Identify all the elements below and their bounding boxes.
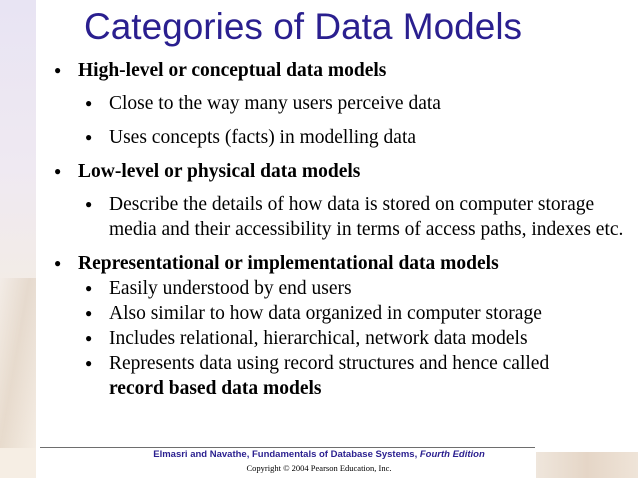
bullet-heading: Low-level or physical data models [78,161,361,182]
list-subitem [34,192,634,242]
subitem-text: Close to the way many users perceive data [109,93,441,114]
left-decorative-strip [0,0,36,478]
bullet-heading: High-level or conceptual data models [78,60,387,81]
bullet-heading: Representational or implementational data models [78,253,499,274]
bullet-dot-icon: ● [85,130,93,144]
subitem-text: Describe the details of how data is stored on computer storage media and their accessibility in terms of access paths, indexes etc. [109,194,624,240]
subitem-text: Also similar to how data organized in computer storage [109,303,542,324]
bullet-dot-icon: ● [85,197,93,211]
footer-divider [40,447,535,448]
list-subitem [34,326,634,351]
bullet-dot-icon: ● [85,306,93,320]
bullet-dot-icon: ● [54,256,62,270]
list-item-high-level [34,58,634,83]
bullet-dot-icon: ● [85,356,93,370]
subitem-text: Includes relational, hierarchical, network data models [109,328,528,349]
subitem-text: Represents data using record structures and hence called [109,353,550,374]
subitem-text: Uses concepts (facts) in modelling data [109,127,417,148]
bullet-dot-icon: ● [54,164,62,178]
list-item-representational [34,251,634,276]
subitem-text: Easily understood by end users [109,278,352,299]
footer-copyright: Copyright © 2004 Pearson Education, Inc. [246,463,392,473]
slide-bullet-list [34,58,634,401]
footer-edition: Fourth Edition [419,449,485,460]
list-subitem [34,91,634,116]
bullet-dot-icon: ● [54,63,62,77]
list-subitem [34,276,634,301]
bullet-dot-icon: ● [85,96,93,110]
bullet-dot-icon: ● [85,331,93,345]
list-subitem [34,351,634,401]
footer-citation [0,449,638,460]
list-subitem [34,301,634,326]
list-subitem [34,125,634,150]
subitem-bold-text: record based data models [109,378,322,399]
bullet-dot-icon: ● [85,281,93,295]
footer-authors: Elmasri and Navathe, Fundamentals of Database Systems, [153,449,420,460]
list-item-low-level [34,159,634,184]
slide-title: Categories of Data Models [84,6,523,47]
